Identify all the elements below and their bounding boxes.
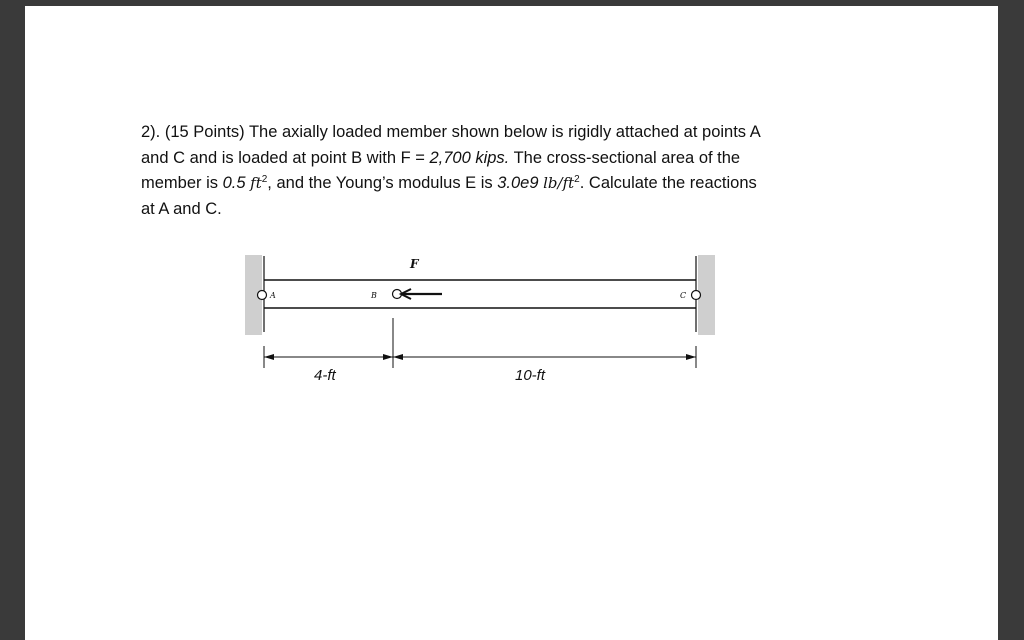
point-a-label: A [270, 291, 276, 300]
modulus-unit: lb/ft [543, 174, 575, 192]
document-page [25, 6, 998, 640]
modulus-value: 3.0e9 [497, 174, 544, 192]
problem-text-2b: The cross-sectional area of the [509, 148, 741, 167]
force-label: F [410, 257, 419, 271]
problem-text-3a: member is [141, 174, 223, 192]
beam-diagram [25, 6, 998, 640]
problem-text-4: at A and C. [141, 199, 222, 218]
problem-text-3b: , and the Young’s modulus E is [267, 174, 498, 192]
area-value: 0.5 [222, 174, 251, 192]
dim-arrow-b-left [383, 354, 393, 360]
area-unit: ft [250, 174, 262, 192]
problem-points: (15 Points) [164, 123, 245, 141]
dim-label-right: 10-ft [515, 367, 546, 384]
dim-arrow-a [264, 354, 274, 360]
point-a-marker [258, 291, 267, 300]
problem-number: 2). [141, 123, 161, 141]
problem-text-3c: . Calculate the reactions [579, 174, 757, 192]
dim-arrow-b-right [393, 354, 403, 360]
problem-text-2a: and C and is loaded at point B with F = [141, 148, 430, 167]
area-exponent: 2 [261, 174, 268, 185]
point-c-marker [692, 291, 701, 300]
point-c-label: C [680, 291, 687, 300]
problem-text-1: The axially loaded member shown below is rigidly attached at points A [248, 123, 761, 141]
force-value: 2,700 kips. [429, 148, 510, 167]
modulus-exponent: 2 [574, 174, 580, 185]
point-b-label: B [371, 291, 377, 300]
dim-label-left: 4-ft [314, 367, 336, 384]
dim-arrow-c [686, 354, 696, 360]
